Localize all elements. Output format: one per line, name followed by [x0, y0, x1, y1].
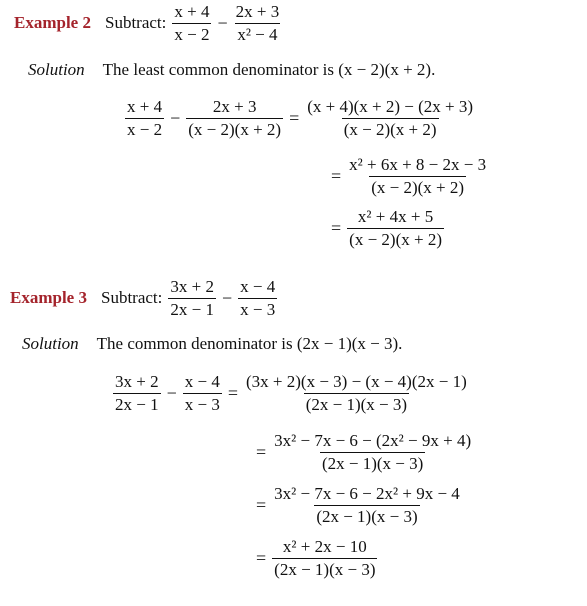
equals-sign: =	[256, 494, 267, 515]
fraction-numerator: 3x + 2	[115, 372, 159, 391]
example3-solution-label: Solution	[22, 334, 79, 353]
example3-step-4	[256, 538, 377, 579]
example3-step3-result	[272, 485, 462, 526]
example3-label: Example 3	[10, 288, 87, 308]
example3-step2-result	[272, 432, 473, 473]
equals-sign: =	[227, 382, 238, 403]
fraction-denominator: (2x − 1)(x − 3)	[321, 453, 424, 473]
fraction-denominator: (2x − 1)(x − 3)	[274, 559, 376, 579]
example3-step1-result	[244, 373, 469, 414]
fraction-denominator: x − 3	[184, 394, 220, 414]
equals-sign: =	[256, 441, 267, 462]
minus-operator: −	[170, 107, 181, 128]
example3-solution-line	[22, 334, 402, 354]
minus-operator: −	[217, 12, 228, 33]
fraction-numerator: 2x + 3	[212, 97, 257, 116]
fraction-numerator: x + 4	[127, 97, 163, 116]
example2-solution-text: The least common denominator is (x − 2)(x + 2).	[102, 60, 436, 79]
example2-step1-fraction-1	[125, 98, 164, 139]
example2-header	[14, 3, 281, 44]
fraction-numerator: 3x² − 7x − 6 − 2x² + 9x − 4	[274, 484, 460, 503]
fraction-denominator: x − 2	[174, 24, 210, 44]
fraction-numerator: x − 4	[184, 372, 220, 391]
example3-solution-text: The common denominator is (2x − 1)(x − 3).	[96, 334, 403, 353]
fraction-numerator: x + 4	[174, 2, 210, 21]
example2-step1-fraction-2	[186, 98, 283, 139]
example3-step1-fraction-2	[183, 373, 222, 414]
fraction-denominator: 2x − 1	[115, 394, 159, 414]
example3-step1-fraction-1	[113, 373, 161, 414]
example2-problem-fraction-1	[172, 3, 211, 44]
fraction-denominator: (x − 2)(x + 2)	[371, 177, 465, 197]
equals-sign: =	[331, 217, 342, 238]
example2-solution-label: Solution	[28, 60, 85, 79]
example2-step3-result	[347, 208, 444, 249]
example3-subtract-label: Subtract:	[100, 288, 163, 308]
fraction-denominator: 2x − 1	[170, 299, 214, 319]
example2-step-1	[125, 98, 475, 139]
fraction-numerator: 3x² − 7x − 6 − (2x² − 9x + 4)	[274, 431, 472, 450]
example2-problem-fraction-2	[234, 3, 282, 44]
example2-step2-result	[347, 156, 488, 197]
fraction-denominator: (x − 2)(x + 2)	[349, 229, 442, 249]
example2-step1-result	[305, 98, 475, 139]
fraction-denominator: (2x − 1)(x − 3)	[316, 506, 418, 526]
fraction-denominator: (x − 2)(x + 2)	[343, 119, 437, 139]
fraction-denominator: (x − 2)(x + 2)	[188, 119, 282, 139]
example3-header	[10, 278, 277, 319]
fraction-numerator: x² + 2x − 10	[282, 537, 367, 556]
example2-step-2	[331, 156, 488, 197]
example2-step-3	[331, 208, 444, 249]
example3-step-3	[256, 485, 462, 526]
fraction-denominator: x² − 4	[237, 24, 278, 44]
fraction-numerator: x − 4	[240, 277, 276, 296]
example3-step4-result	[272, 538, 377, 579]
example3-problem-fraction-1	[168, 278, 216, 319]
example2-label: Example 2	[14, 13, 91, 33]
equals-sign: =	[331, 165, 342, 186]
fraction-numerator: 2x + 3	[235, 2, 280, 21]
example3-problem-fraction-2	[238, 278, 277, 319]
example2-solution-line	[28, 60, 435, 80]
fraction-numerator: (x + 4)(x + 2) − (2x + 3)	[307, 97, 474, 116]
fraction-numerator: x² + 4x + 5	[357, 207, 434, 226]
minus-operator: −	[221, 287, 233, 308]
fraction-numerator: (3x + 2)(x − 3) − (x − 4)(2x − 1)	[246, 372, 467, 391]
example2-subtract-label: Subtract:	[104, 13, 167, 33]
equals-sign: =	[256, 547, 267, 568]
fraction-numerator: x² + 6x + 8 − 2x − 3	[349, 155, 487, 174]
example3-step-2	[256, 432, 473, 473]
fraction-numerator: 3x + 2	[170, 277, 214, 296]
fraction-denominator: x − 2	[127, 119, 163, 139]
equals-sign: =	[289, 107, 300, 128]
fraction-denominator: (2x − 1)(x − 3)	[305, 394, 408, 414]
minus-operator: −	[166, 382, 177, 403]
example3-step-1	[113, 373, 469, 414]
fraction-denominator: x − 3	[240, 299, 276, 319]
